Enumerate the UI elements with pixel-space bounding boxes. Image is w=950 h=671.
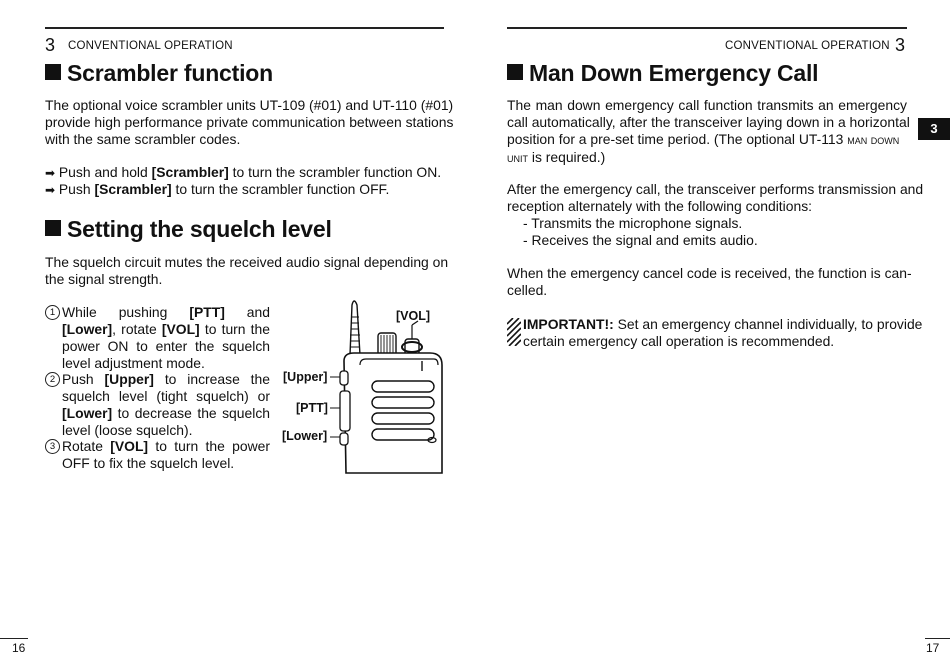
text-line: certain emergency call operation is recommended. <box>523 333 835 349</box>
left-chapter-number: 3 <box>45 35 56 55</box>
condition-item: - Transmits the microphone signals. <box>523 215 743 231</box>
right-chapter-number: 3 <box>895 35 906 55</box>
left-header-rule <box>45 27 444 29</box>
left-footer-rule <box>0 638 28 639</box>
text-line: unit is required.) <box>507 149 606 165</box>
squelch-step-1: 1 While pushing [PTT] and [Lower], rotate [VOL] to turn the power ON to enter the squelch level adjustment mode. <box>45 304 270 372</box>
text-line: call automatically, after the transceiver laying down in a horizontal <box>507 114 910 130</box>
squelch-heading: Setting the squelch level <box>45 216 332 243</box>
right-page-number: 17 <box>926 641 940 655</box>
text-line: IMPORTANT!: Set an emergency channel individually, to provide <box>523 316 923 332</box>
arrow-bullet-icon: ➡ <box>45 183 56 197</box>
text-line: The squelch circuit mutes the received audio signal depending on <box>45 254 449 270</box>
text-line: The man down emergency call function transmits an emergency <box>507 97 907 113</box>
text-line: with the same scrambler codes. <box>45 131 241 147</box>
left-chapter-title: CONVENTIONAL OPERATION <box>68 40 233 52</box>
figure-label-lower: [Lower] <box>282 429 328 443</box>
squelch-intro <box>45 254 449 288</box>
text-line: celled. <box>507 282 548 298</box>
text-line: position for a pre-set time period. (The optional UT-113 man down <box>507 131 900 147</box>
text-line: When the emergency cancel code is received, the function is can- <box>507 265 912 281</box>
text-line: provide high performance private communication between stations <box>45 114 454 130</box>
text-line: After the emergency call, the transceiver performs transmission and <box>507 181 924 197</box>
right-header-rule <box>507 27 907 29</box>
square-bullet-icon <box>507 64 523 80</box>
step-number: 2 <box>45 372 60 387</box>
important-label: IMPORTANT!: <box>523 316 614 332</box>
squelch-step-2: 2 Push [Upper] to increase the squelch level (tight squelch) or [Lower] to decrease the squelch level (loose squelch). <box>45 371 270 439</box>
step-number: 3 <box>45 439 60 454</box>
left-page-number: 16 <box>12 641 26 655</box>
condition-item: - Receives the signal and emits audio. <box>523 232 758 248</box>
figure-label-ptt: [PTT] <box>296 401 328 415</box>
text-line: The optional voice scrambler units UT-109 (#01) and UT-110 (#01) <box>45 97 454 113</box>
scrambler-bullet-on: ➡ Push and hold [Scrambler] to turn the scrambler function ON. <box>45 164 442 180</box>
mandown-cancel <box>507 265 912 299</box>
text-line: reception alternately with the following conditions: <box>507 198 812 214</box>
arrow-bullet-icon: ➡ <box>45 166 56 180</box>
mandown-intro <box>507 97 910 167</box>
important-hatch-icon <box>507 318 521 346</box>
step-number: 1 <box>45 305 60 320</box>
figure-label-upper: [Upper] <box>283 370 328 384</box>
scrambler-heading: Scrambler function <box>45 60 273 87</box>
radio-illustration <box>330 295 450 475</box>
square-bullet-icon <box>45 220 61 236</box>
squelch-step-3: 3 Rotate [VOL] to turn the power OFF to fix the squelch level. <box>45 438 270 472</box>
text-line: the signal strength. <box>45 271 163 287</box>
mandown-heading: Man Down Emergency Call <box>507 60 818 87</box>
chapter-side-tab: 3 <box>918 118 950 140</box>
figure-label-vol: [VOL] <box>396 309 431 323</box>
scrambler-bullet-off: ➡ Push [Scrambler] to turn the scrambler function OFF. <box>45 181 390 197</box>
important-note <box>523 316 923 350</box>
mandown-after <box>507 181 924 249</box>
square-bullet-icon <box>45 64 61 80</box>
scrambler-intro <box>45 97 454 148</box>
right-footer-rule <box>925 638 950 639</box>
right-chapter-title: CONVENTIONAL OPERATION <box>725 40 890 52</box>
